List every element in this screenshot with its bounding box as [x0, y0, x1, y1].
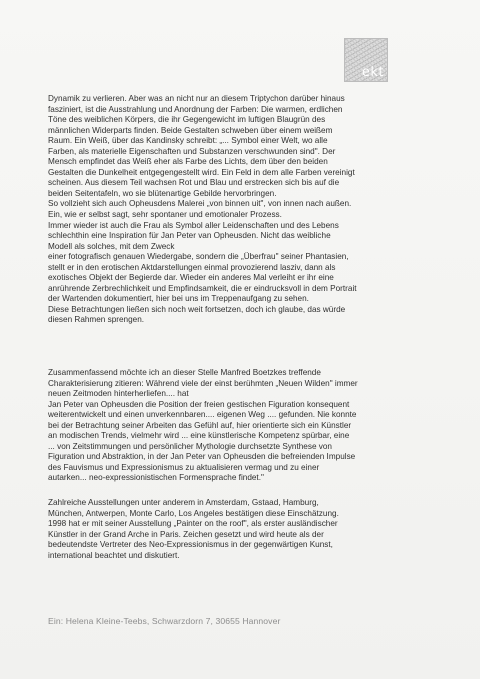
ekt-logo — [344, 38, 388, 82]
text-line: Raum. Ein Weiß, über das Kandinsky schreibt: „... Symbol einer Welt, wo alle — [48, 136, 328, 146]
text-line: Dynamik zu verlieren. Aber was an nicht nur an diesem Triptychon darüber hinaus — [48, 94, 345, 103]
text-line: beiden Seitentafeln, wo sie blütenartige Gebilde hervorbringen. — [48, 188, 277, 198]
text-line: Mensch empfindet das Weiß eher als Farbe des Lichts, dem über den beiden — [48, 157, 328, 167]
text-line: einer fotografisch genauen Wiedergabe, sondern die „Überfrau" seiner Phantasien, — [48, 252, 349, 262]
text-line: stellt er in den erotischen Aktdarstellungen einmal provozierend lasziv, dann als — [48, 262, 336, 272]
paragraph-triptychon — [48, 94, 444, 326]
text-line: bedeutendste Vertreter des Neo-Expressionismus in der gegenwärtigen Kunst, — [48, 540, 333, 550]
text-line: diesen Rahmen sprengen. — [48, 315, 145, 325]
text-line: Immer wieder ist auch die Frau als Symbol aller Leidenschaften und des Lebens — [48, 220, 339, 230]
text-line: scheinen. Aus diesem Teil wachsen Rot und Blau und erstrecken sich bis auf die — [48, 178, 340, 188]
text-line: Zahlreiche Ausstellungen unter anderem in Amsterdam, Gstaad, Hamburg, — [48, 498, 319, 507]
text-line: an modischen Trends, vielmehr wird ... eine künstlerische Kompetenz spürbar, eine — [48, 431, 350, 441]
text-line: Ein, wie er selbst sagt, sehr spontaner und emotionaler Prozess. — [48, 210, 282, 220]
text-line: München, Antwerpen, Monte Carlo, Los Angeles bestätigen diese Einschätzung. — [48, 508, 339, 518]
text-line: fasziniert, ist die Ausstrahlung und Anordnung der Farben: Die warmen, erdlichen — [48, 104, 343, 114]
text-line: des Fauvismus und Expressionismus zu aktualisieren vermag und zu einer — [48, 462, 320, 472]
text-line: Diese Betrachtungen ließen sich noch weit fortsetzen, doch ich glaube, das würde — [48, 304, 346, 314]
text-line: Modell als solches, mit dem Zweck — [48, 241, 175, 251]
text-line: Gestalten die Dunkelheit entgegengestellt wird. Ein Feld in dem alle Farben vereinigt — [48, 167, 355, 177]
text-line: der Wartenden dokumentiert, hier bei uns im Treppenaufgang zu sehen. — [48, 294, 309, 304]
text-line: bei der Betrachtung seiner Arbeiten das Gefühl auf, hier orientierte sich ein Künstler — [48, 420, 352, 430]
logo-text: ekt — [361, 65, 384, 80]
text-line: Charakterisierung zitieren: Während viele der einst berühmten „Neuen Wilden" immer — [48, 378, 358, 388]
author-address: Ein: Helena Kleine-Teebs, Schwarzdorn 7, 30655 Hannover — [48, 616, 281, 626]
text-line: Farben, als materielle Eigenschaften und Substanzen verschwunden sind". Der — [48, 146, 336, 156]
text-line: anrührende Zerbrechlichkeit und Empfindsamkeit, die er eindrucksvoll in dem Portrait — [48, 283, 357, 293]
paragraph-boetzkes-quote — [48, 368, 444, 484]
paragraph-exhibitions — [48, 498, 444, 561]
text-line: ... von Zeitstimmungen und persönlicher Mythologie durchsetzte Synthese von — [48, 441, 332, 451]
text-line: Figuration und Abstraktion, in der Jan Peter van Opheusden die befreienden Impulse — [48, 452, 356, 462]
text-line: autarken... neo-expressionistischen Formensprache findet." — [48, 473, 264, 483]
text-line: neuen Zeitmoden hinterherliefen.... hat — [48, 389, 189, 399]
text-line: Töne des weiblichen Körpers, die ihr Gegengewicht im luftigen Blaugrün des — [48, 115, 326, 125]
text-line: weiterentwickelt und einen unverkennbaren.... eigenen Weg .... gefunden. Nie konnte — [48, 410, 357, 420]
text-line: Jan Peter van Opheusden die Position der freien gestischen Figuration konsequent — [48, 399, 350, 409]
text-line: Zusammenfassend möchte ich an dieser Stelle Manfred Boetzkes treffende — [48, 368, 321, 377]
text-line: männlichen Widerparts finden. Beide Gestalten schweben über einem weißem — [48, 125, 333, 135]
text-line: Künstler in der Grand Arche in Paris. Zeichen gesetzt und wird heute als der — [48, 529, 324, 539]
text-line: international beachtet und diskutiert. — [48, 550, 180, 560]
text-line: 1998 hat er mit seiner Ausstellung „Painter on the roof", als erster ausländischer — [48, 519, 338, 529]
text-line: exotisches Objekt der Begierde dar. Wieder ein anderes Mal verleiht er ihr eine — [48, 273, 334, 283]
text-line: So vollzieht sich auch Opheusdens Malerei „von binnen uit", von innen nach außen. — [48, 199, 352, 209]
text-line: schlechthin eine Inspiration für Jan Peter van Opheusden. Nicht das weibliche — [48, 231, 331, 241]
